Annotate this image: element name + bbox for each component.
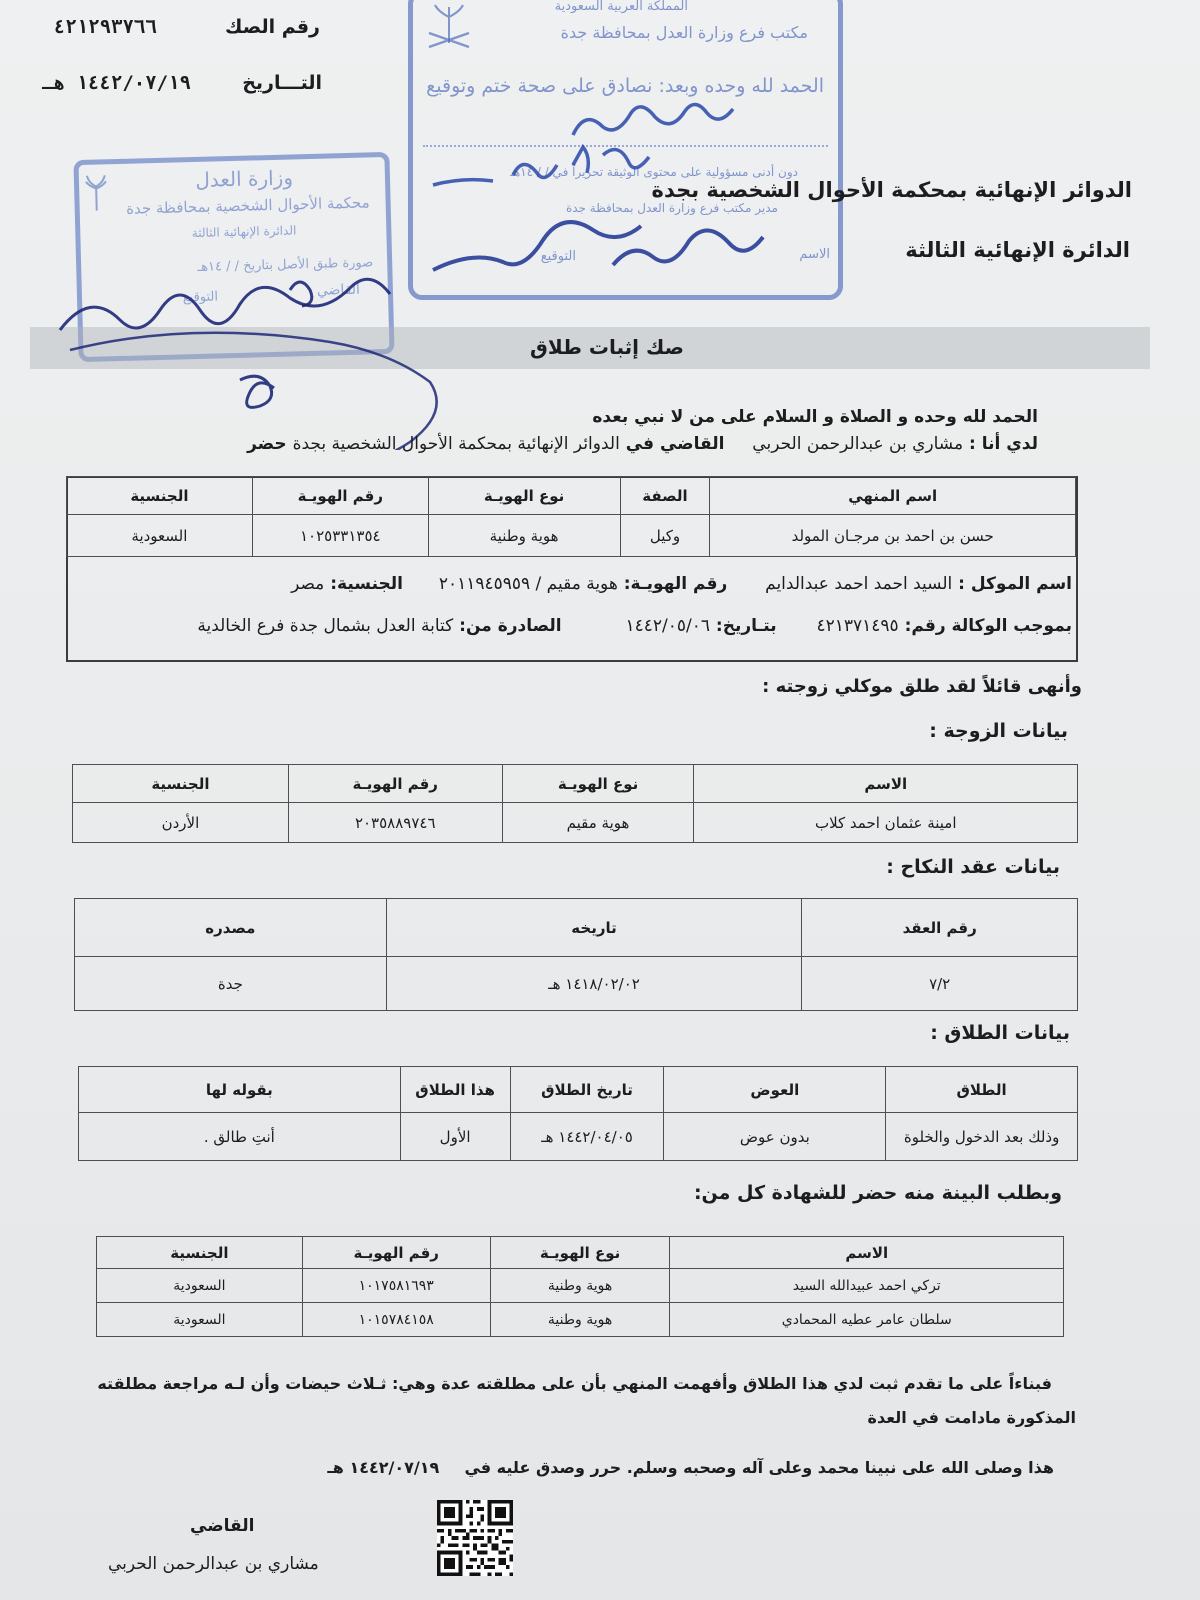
stamp-left-line2: محكمة الأحوال الشخصية بمحافظة جدة: [125, 193, 370, 218]
applicant-id-number: ١٠٢٥٣٣١٣٥٤: [252, 515, 428, 557]
deed-number: ٤٢١٢٩٣٧٦٦: [53, 16, 157, 38]
signature-title: القاضي: [190, 1516, 255, 1536]
applicant-row: [67, 515, 1076, 557]
witness-row: [97, 1269, 1064, 1303]
wife-table: [72, 764, 1078, 843]
divorce-header-row: [79, 1067, 1078, 1113]
poa-issuer: كتابة العدل بشمال جدة فرع الخالدية: [197, 616, 454, 636]
conclusion-line2: المذكورة مادامت في العدة: [867, 1408, 1076, 1427]
marriage-header-row: [75, 899, 1078, 957]
judge-role: القاضي في: [625, 434, 725, 454]
witness-row: [97, 1303, 1064, 1337]
marriage-col-number: رقم العقد: [802, 899, 1078, 957]
witness-col-id-type: نوع الهويـة: [490, 1237, 670, 1269]
stamp-left-line1: وزارة العدل: [194, 165, 294, 192]
conclusion-line1: فبناءاً على ما تقدم ثبت لدي هذا الطلاق وأفهمت المنهي بأن على مطلقته عدة وهي: ثـلاث حيضات وأن لـه مراجعة مطلقته: [97, 1374, 1052, 1393]
witness-id-type: هوية وطنية: [490, 1269, 670, 1303]
stamp-right-line7: الاسم: [799, 247, 830, 262]
stamp-left-line4: صورة طبق الأصل بتاريخ / / ١٤هـ: [197, 255, 374, 275]
court-reference: الدوائر الإنهائية بمحكمة الأحوال الشخصية بجدة: [292, 434, 620, 454]
principal-name: السيد احمد احمد عبدالدايم: [765, 574, 953, 594]
stamp-right-line1: المملكة العربية السعودية: [554, 0, 688, 14]
divorce-col-words: بقوله لها: [79, 1067, 401, 1113]
divorce-table: [78, 1066, 1078, 1161]
power-of-attorney-row: [197, 616, 1072, 636]
marriage-col-date: تاريخه: [386, 899, 802, 957]
deed-date-row: [42, 72, 322, 94]
witnesses-table: [96, 1236, 1064, 1337]
principal-row: اسم الموكل : السيد احمد احمد عبدالدايم رقم الهويـة: هوية مقيم / ٢٠١١٩٤٥٩٥٩ الجنسية: مصر: [291, 574, 1072, 594]
marriage-section-label: بيانات عقد النكاح :: [886, 856, 1060, 878]
deed-date-label: التـــاريخ: [242, 72, 322, 94]
wife-name: امينة عثمان احمد كلاب: [694, 803, 1078, 843]
divorce-ordinal: الأول: [400, 1113, 510, 1161]
deed-number-row: [53, 16, 320, 38]
marriage-number: ٧/٢: [802, 957, 1078, 1011]
divorce-col-type: الطلاق: [886, 1067, 1078, 1113]
wife-section-label: بيانات الزوجة :: [929, 720, 1068, 742]
divorce-col-date: تاريخ الطلاق: [510, 1067, 664, 1113]
applicant-col-capacity: الصفة: [620, 477, 710, 515]
divorce-col-ordinal: هذا الطلاق: [400, 1067, 510, 1113]
divorce-compensation: بدون عوض: [664, 1113, 886, 1161]
stamp-right-line2: مكتب فرع وزارة العدل بمحافظة جدة: [560, 23, 808, 42]
title-bar: [30, 327, 1150, 369]
divorce-words: أنتِ طالق .: [79, 1113, 401, 1161]
marriage-table: [74, 898, 1078, 1011]
wife-row: [73, 803, 1078, 843]
court-name: الدوائر الإنهائية بمحكمة الأحوال الشخصية بجدة: [651, 178, 1132, 202]
closing-date: ١٤٤٢/٠٧/١٩ هـ: [327, 1458, 440, 1477]
witness-id-number: ١٠١٥٧٨٤١٥٨: [302, 1303, 490, 1337]
stamp-right-line8: التوقيع: [540, 249, 576, 264]
witness-col-name: الاسم: [670, 1237, 1064, 1269]
witness-id-type: هوية وطنية: [490, 1303, 670, 1337]
poa-issuer-label: الصادرة من:: [459, 616, 562, 636]
wife-header-row: [73, 765, 1078, 803]
ministry-authentication-stamp: [408, 0, 843, 300]
applicant-nationality: السعودية: [67, 515, 253, 557]
marriage-source: جدة: [75, 957, 387, 1011]
judge-name: مشاري بن عبدالرحمن الحربي: [752, 434, 964, 454]
poa-number: ٤٢١٣٧١٤٩٥: [816, 616, 899, 636]
witness-col-nationality: الجنسية: [97, 1237, 303, 1269]
divorce-section-label: بيانات الطلاق :: [930, 1022, 1070, 1044]
stamp-right-line3: الحمد لله وحده وبعد: نصادق على صحة ختم وتوقيع: [426, 75, 824, 97]
closing-line: [327, 1458, 1054, 1477]
wife-col-nationality: الجنسية: [73, 765, 289, 803]
stamp-left-line3: الدائرة الإنهائية الثالثة: [191, 223, 297, 241]
signature-name: مشاري بن عبدالرحمن الحربي: [108, 1554, 319, 1574]
divorce-date: ١٤٤٢/٠٤/٠٥ هـ: [510, 1113, 664, 1161]
witnesses-header-row: [97, 1237, 1064, 1269]
wife-id-number: ٢٠٣٥٨٨٩٧٤٦: [288, 803, 502, 843]
handwritten-authentication: [413, 0, 838, 295]
stamp-right-line6: مدير مكتب فرع وزارة العدل بمحافظة جدة: [565, 201, 778, 215]
closing-text: هذا وصلى الله على نبينا محمد وعلى آله وصحبه وسلم. حرر وصدق عليه في: [464, 1458, 1054, 1477]
wife-col-id-type: نوع الهويـة: [502, 765, 694, 803]
wife-id-type: هوية مقيم: [502, 803, 694, 843]
wife-col-id-number: رقم الهويـة: [288, 765, 502, 803]
principal-label: اسم الموكل: [970, 574, 1072, 594]
marriage-row: [75, 957, 1078, 1011]
divorce-type: وذلك بعد الدخول والخلوة: [886, 1113, 1078, 1161]
witnesses-section-label: وبطلب البينة منه حضر للشهادة كل من:: [693, 1182, 1062, 1204]
stamp-left-line5: التوقيع: [182, 289, 219, 306]
document-title: صك إثبات طلاق: [530, 335, 684, 359]
judge-line: [247, 434, 1038, 454]
marriage-col-source: مصدره: [75, 899, 387, 957]
poa-date: ١٤٤٢/٠٥/٠٦: [625, 616, 710, 636]
principal-nationality: مصر: [291, 574, 325, 594]
witness-col-id-number: رقم الهويـة: [302, 1237, 490, 1269]
applicant-id-type: هوية وطنية: [428, 515, 620, 557]
deed-number-label: رقم الصك: [225, 16, 320, 38]
applicant-col-id-number: رقم الهويـة: [252, 477, 428, 515]
applicant-col-name: اسم المنهي: [710, 477, 1076, 515]
statement-line: وأنهى قائلاً لقد طلق موكلي زوجته :: [762, 676, 1082, 697]
principal-id-label: رقم الهويـة:: [623, 574, 728, 594]
verification-qr-code[interactable]: [437, 1500, 513, 1576]
circuit-name: الدائرة الإنهائية الثالثة: [905, 238, 1130, 262]
principal-id: هوية مقيم / ٢٠١١٩٤٥٩٥٩: [438, 574, 618, 594]
applicant-table: [66, 476, 1076, 557]
judge-line-prefix: لدي أنا :: [963, 434, 1038, 454]
opening-line: الحمد لله وحده و الصلاة و السلام على من لا نبي بعده: [592, 407, 1038, 427]
principal-nationality-label: الجنسية:: [330, 574, 403, 594]
poa-date-label: بتـاريخ:: [715, 616, 777, 636]
witness-nationality: السعودية: [97, 1303, 303, 1337]
witness-name: تركي احمد عبيدالله السيد: [670, 1269, 1064, 1303]
witness-nationality: السعودية: [97, 1269, 303, 1303]
marriage-date: ١٤١٨/٠٢/٠٢ هـ: [386, 957, 802, 1011]
wife-col-name: الاسم: [694, 765, 1078, 803]
applicant-header-row: [67, 477, 1076, 515]
divorce-col-compensation: العوض: [664, 1067, 886, 1113]
deed-date: ١٤٤٢/٠٧/١٩ هـ: [42, 72, 191, 94]
applicant-name: حسن بن احمد بن مرجـان المولد: [710, 515, 1076, 557]
palm-emblem-icon: [85, 172, 108, 213]
divorce-row: [79, 1113, 1078, 1161]
applicant-col-id-type: نوع الهويـة: [428, 477, 620, 515]
applicant-col-nationality: الجنسية: [67, 477, 253, 515]
witness-name: سلطان عامر عطيه المحمادي: [670, 1303, 1064, 1337]
stamp-right-line5: دون أدنى مسؤولية على محتوى الوثيقة تحريراً في / / ١٤هـ: [510, 165, 798, 179]
witness-id-number: ١٠١٧٥٨١٦٩٣: [302, 1269, 490, 1303]
applicant-capacity: وكيل: [620, 515, 710, 557]
attended-word: حضر: [247, 434, 287, 454]
poa-label: بموجب الوكالة رقم:: [904, 616, 1072, 636]
wife-nationality: الأردن: [73, 803, 289, 843]
stamp-left-line6: القاضي: [316, 281, 361, 299]
